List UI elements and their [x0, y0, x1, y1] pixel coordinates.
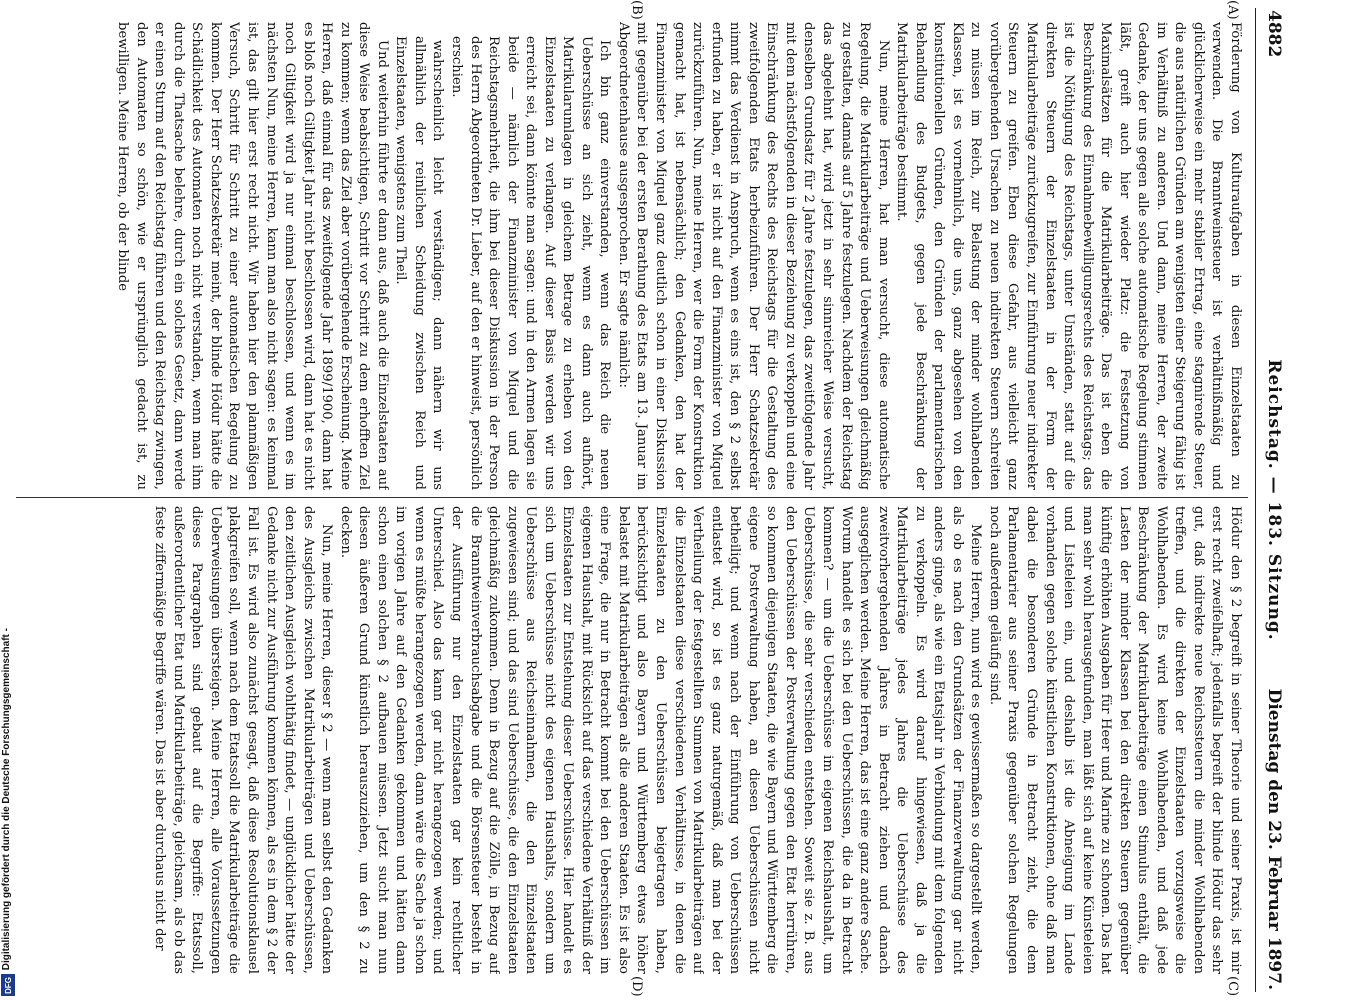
session-date: Dienstag den 23. Februar 1897.: [1264, 688, 1284, 990]
paragraph: Nun, meine Herren, dieser § 2 — wenn man selbst den Gedanken des Ausgleichs zwischen Matrikularbeiträgen und Ueberschüssen, den zeitlichen Ausgleich wohlthätig findet, — unglücklicher hätte der Gedanke nicht zur Ausführung kommen können, als es in dem § 2 der Fall ist. Es wird also zunächst gesagt, daß diese Resolutionsklausel plakgreifen soll, wenn nach dem Etatssoll die Matrikularbeiträge die Ueberweisungen übersteigen. Meine Herren, alle Voraussetzungen dieses Paragraphen sind gebaut auf die Begriffe: Etatssoll, außerordentlicher Etat und Matrikularbeiträge, gleichsam, als ob das feste ziffermäßige Begriffe wären. Das ist aber durchaus nicht der: [152, 506, 335, 974]
paragraph: Und weiterhin führte er dann aus, daß auch die Einzelstaaten auf diese Weise beabsichtigen, Schritt vor Schritt zu dem erhofften Ziel zu kommen; wenn das Ziel aber vorübergehende Erscheinung. Meine Herren, daß einmal für das zweitfolgende Jahr 1899/1900, dann hat es bloß noch Giltigkeit Jahr nicht beschlossen wird, dann hat es nicht noch Giltigkeit wird ja nur einmal beschlossen, und wenn es im nächsten Nun, meine Herren, kann man also nicht sagen: es keinmal ist, das gilt hier erst recht nicht. Wir haben hier den planmäßigen Versuch, Schritt für Schritt zu einer automatischen Regelung zu kommen. Der Herr Schatzsekretär meint, der blinde Hödur hätte die Schädlichkeit des Automaten noch nicht verstanden, wenn man ihm durch die Thatsache belehre, durch ein solches Gesetz, dann werde er einen Sturm auf den Reichstag führen und den Reichstag zwingen, den Automaten so schön, wie er ursprünglich gedacht ist, zu bewilligen. Meine Herren, ob der blinde: [115, 22, 390, 490]
session-title: Reichstag. — 183. Sitzung.: [1264, 359, 1284, 641]
right-column: [14, 506, 1244, 974]
newspaper-page: [10, 0, 1300, 1000]
header-rule: [1255, 8, 1256, 992]
paragraph: Hödur den § 2 begreift in seiner Theorie und seiner Praxis, ist mir erst recht zweifelhaft; jedenfalls begreift der blinde Hödur das sehr gut, daß indirekte neue Reichssteuern die minder Wohlhabenden treffen, und die direkten der Einzelstaaten vorzugsweise die Wohlhabenden. Es wird keine Wohlhabenden, und daß jede Beschränkung der Matrikularbeiträge einen Stimulus enthält, die Lasten der minder Klassen bei den direkten Steuern gegenüber künftig erhöhten Ausgaben für Heer und Marine zu schonen. Das hat man sehr wohl herausgefunden, man läßt sich auf keine Künsteleien und Listeleien ein, und deshalb ist die Abneigung im Lande vorhanden gegen solche künstlichen Konstruktionen, ohne daß man dabei die besonderen Gründe in Betracht zieht, die dem Parlamentarier aus seiner Praxis gegenüber solchen Regelungen noch außerdem geläufig sind.: [986, 506, 1243, 974]
funding-note: Digitalisierung gefördert durch die Deutsche Forschungsgemeinschaft -: [1, 627, 12, 970]
left-column: [14, 22, 1244, 490]
margin-mark-a: (A): [1225, 0, 1240, 20]
dfg-logo: [1, 974, 15, 996]
page-number: 4882: [1264, 10, 1284, 58]
paragraph: Förderung von Kulturaufgaben in diesen Einzelstaaten zu verwenden. Die Branntweinsteuer ist verhältnißmäßig und glücklicherweise ein mehr stabiler Ertrag, eine stagnirende Steuer, die aus natürlichen Gründen am wenigsten einer Steigerung fähig ist im Verhältniß zu anderen. Und dann, meine Herren, der zweite Gedanke, der uns gegen alle solche automatische Regelung stimmen läßt, greift auch hier wieder Platz: die Festsetzung von Maximalsätzen für die Matrikularbeiträge. Das ist eben die Beschränkung des Einnahmebewilligungsrechts des Reichstags; das ist die Nöthigung des Reichstags, unter Umständen, statt auf die direkten Steuern der Einzelstaaten in der Form der Matrikularbeiträge zurückzugreifen, zur Einführung neuer indirekter Steuern zu greifen. Eben diese Gefahr, aus vielleicht ganz vorübergehenden Ursachen zu neuen indirekten Steuern schreiten zu müssen im Reich, zur Belastung der minder wohlhabenden Klassen, ist es vornehmlich, die uns, ganz abgesehen von den konstitutionellen Gründen, den Gründen der parlamentarischen Behandlung des Budgets, gegen jede Beschränkung der Matrikularbeiträge bestimmt.: [894, 22, 1243, 490]
paragraph: Nun, meine Herren, hat man versucht, diese automatische Regelung, die Matrikularbeiträge und Ueberweisungen gleichmäßig zu gestalten, damals auf 5 Jahre festzulegen. Nachdem der Reichstag das abgelehnt hat, wird jetzt in sehr sinnreicher Weise versucht, denselben Grundsatz für 2 Jahre festzulegen, das zweitfolgende Jahr mit dem nächstfolgenden in dieser Beziehung zu verkoppeln und eine Einschränkung des Rechts des Reichstags für die Gestaltung des zweitfolgenden Etats herbeizuführen. Der Herr Schatzsekretär nimmt das Verdienst in Anspruch, wenn es eins ist, den § 2 selbst erfunden zu haben, er ist nicht auf den Finanzminister von Miquel zurückzuführen. Nun, meine Herren, wer die Form der Konstruktion gemacht hat, ist nebensächlich; den Gedanken, den hat der Finanzminister von Miquel ganz deutlich schon in einer Diskussion mit gegenüber bei der ersten Berathung des Etats am 13. Januar im Abgeordnetenhause ausgesprochen. Er sagte nämlich:: [615, 22, 891, 490]
margin-mark-b: (B): [629, 0, 644, 20]
digitization-sidebar: [0, 0, 16, 1000]
margin-mark-d: (D): [629, 976, 644, 997]
quote-paragraph: wahrscheinlich leicht verständigen; dann nähern wir uns allmählich der reinlichen Scheidung zwischen Reich und Einzelstaaten, wenigstens zum Theil.: [393, 36, 446, 490]
column-divider: [16, 497, 1248, 498]
quote-paragraph: Ich bin ganz einverstanden, wenn das Reich die neuen Ueberschüsse an sich zieht, wenn es dann auch aufhört, Matrikularumlagen in gleichem Betrage zu erheben von den Einzelstaaten zu verlangen. Auf dieser Basis werden wir uns erreicht sei, dann könnte man sagen: und in den Armen lagen sie beide — nämlich der Finanzminister von Miquel und die Reichstagsmehrheit, die ihm bei dieser Diskussion in der Person des Herrn Abgeordneten Dr. Lieber, auf den er hinweist, persönlich erschien.: [449, 36, 613, 490]
dfg-logo-text: DFG: [3, 976, 13, 994]
page-header: [1254, 10, 1284, 990]
margin-mark-c: (C): [1225, 976, 1240, 997]
paragraph: Meine Herren, nun wird es gewissermaßen so dargestellt werden, als ob es nach den Grundsätzen der Finanzverwaltung gar nicht anders ginge, als wie ein Etatsjahr in Verbindung mit dem folgenden zu verkoppeln. Es wird darauf hingewiesen, daß ja die Matrikularbeiträge jedes Jahres die Ueberschüsse des zweitvorhergehenden Jahres in Betracht ziehen und danach ausgeglichen werden. Meine Herren, das ist eine ganz andere Sache. Worum handelt es sich bei den Ueberschüssen, die da in Betracht kommen? — um die Ueberschüsse im eigenen Reichshaushalt, um Ueberschüsse, die sehr verschieden entstehen. Soweit sie z. B. aus den Ueberschüssen der Postverwaltung gegen den Etat herrühren, so kommen diejenigen Staaten, die wie Bayern und Württemberg die eigene Postverwaltung haben, an diesen Ueberschüssen nicht betheiligt; und wenn nach der Einführung von Ueberschüssen entlastet wird, so ist es ganz naturgemäß, daß man bei der Vertheilung der festgestellten Summen von Matrikularbeiträgen auf die Einzelstaaten diese verschiedenen Verhältnisse, in denen die Einzelstaaten zu den Ueberschüssen beigetragen haben, berücksichtigt und also Bayern und Württemberg etwas höher belastet mit Matrikularbeiträgen als die anderen Staaten. Es ist also eine Frage, die nur in Betracht kommt bei den Ueberschüssen im eigenen Haushalt, mit Rücksicht auf das verschiedene Verhältniß der Einzelstaaten zur Entstehung dieser Ueberschüsse. Hier handelt es sich um Ueberschüsse nicht des eigenen Haushalts, sondern um Ueberschüsse aus Reichseinnahmen, die den Einzelstaaten zugewiesen sind; und das sind Ueberschüsse, die den Einzelstaaten gleichmäßig zukommen. Denn in Bezug auf die Zölle, in Bezug auf die Branntweinverbrauchsabgabe und die Börsensteuer besteht in der Ausführung nur den Einzelstaaten gar kein rechtlicher Unterschied. Also das kann gar nicht herangezogen werden; und wenn es müßte herangezogen werden, dann wäre die Sache ja schon im vorigen Jahre auf den Gedanken gekommen und hätten dann schon einen solchen § 2 aufbauen müssen. Jetzt sucht man nun diesen äußeren Grund künstlich herauszuziehen, um den § 2 zu decken.: [337, 506, 984, 974]
